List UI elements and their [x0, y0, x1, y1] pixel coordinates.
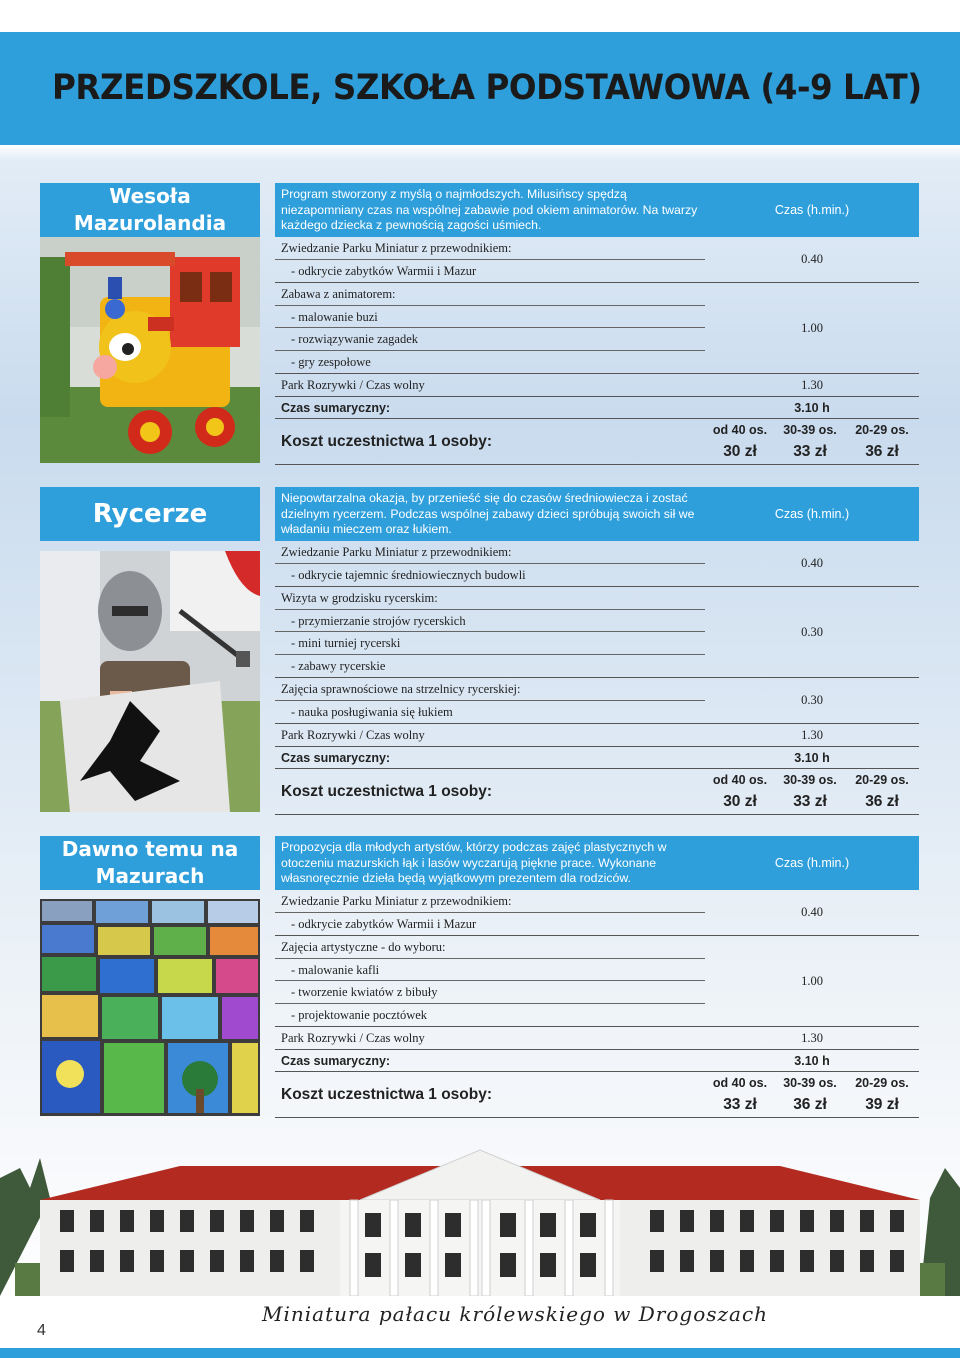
- footer: [0, 1296, 960, 1358]
- activity-group: [275, 587, 919, 678]
- group-heading: Zabawa z animatorem:: [275, 283, 705, 306]
- group-size-label: 30-39 os.: [783, 773, 837, 787]
- photo-painted-tiles: [40, 899, 260, 1116]
- group-heading: Zwiedzanie Parku Miniatur z przewodnikiem:: [275, 541, 705, 564]
- cost-label: Koszt uczestnictwa 1 osoby:: [281, 433, 493, 450]
- park-time: 1.30: [801, 1031, 823, 1045]
- program-table-1: [275, 183, 919, 465]
- park-time: 1.30: [801, 728, 823, 742]
- group-heading: Zajęcia sprawnościowe na strzelnicy rycerskiej:: [275, 678, 705, 701]
- total-time: 3.10 h: [794, 750, 830, 765]
- total-time: 3.10 h: [794, 1053, 830, 1068]
- czas-header: Czas (h.min.): [774, 507, 850, 521]
- photo-train-ride: [40, 237, 260, 463]
- group-item: - przymierzanie strojów rycerskich: [275, 610, 705, 633]
- total-row: [275, 747, 919, 770]
- price: 33 zł: [723, 1096, 757, 1113]
- table-header: [275, 836, 919, 890]
- group-item: - odkrycie zabytków Warmii i Mazur: [291, 916, 477, 931]
- table-header: [275, 487, 919, 541]
- total-row: [275, 1050, 919, 1073]
- group-time: 0.40: [801, 556, 823, 570]
- price: 39 zł: [865, 1096, 899, 1113]
- group-item: - nauka posługiwania się łukiem: [291, 704, 453, 719]
- program-title-dawno-temu: Dawno temu na Mazurach: [40, 836, 260, 890]
- cost-label: Koszt uczestnictwa 1 osoby:: [281, 1086, 493, 1103]
- park-label: Park Rozrywki / Czas wolny: [281, 728, 425, 742]
- total-time: 3.10 h: [794, 400, 830, 415]
- page-title: PRZEDSZKOLE, SZKOŁA PODSTAWOWA (4-9 LAT): [52, 68, 922, 108]
- activity-group: [275, 678, 919, 724]
- czas-header: Czas (h.min.): [774, 203, 850, 217]
- group-heading: Zajęcia artystyczne - do wyboru:: [275, 936, 705, 959]
- group-size-label: od 40 os.: [712, 773, 768, 787]
- group-time: 0.30: [801, 624, 823, 639]
- activity-group: [275, 936, 919, 1027]
- page-number: 4: [37, 1322, 46, 1339]
- program-title-rycerze: Rycerze: [40, 487, 260, 541]
- park-row: [275, 724, 919, 747]
- group-heading: Zwiedzanie Parku Miniatur z przewodnikiem:: [275, 890, 705, 913]
- program-description: Niepowtarzalna okazja, by przenieść się do czasów średniowiecza i zostać dzielnym rycerzem. Podczas wspólnej zabawy dzieci spróbują swoich sił we władaniu mieczem oraz łukiem.: [281, 491, 695, 536]
- group-item: - projektowanie pocztówek: [291, 1007, 428, 1022]
- group-item: - malowanie buzi: [275, 306, 705, 329]
- activity-group: [275, 541, 919, 587]
- program-description: Propozycja dla młodych artystów, którzy podczas zajęć plastycznych w otoczeniu mazurskich łąk i lasów wyczarują piękne prace. Wykonane własnoręcznie dzieła będą wyjątkowym prezentem dla rodziców.: [281, 840, 667, 885]
- group-time: 1.00: [801, 320, 823, 335]
- header-banner: [0, 32, 960, 145]
- program-table-3: [275, 836, 919, 1118]
- price: 30 zł: [723, 443, 757, 460]
- program-title-wesola-mazurolandia: Wesoła Mazurolandia: [40, 183, 260, 237]
- activity-group: [275, 890, 919, 936]
- group-size-label: od 40 os.: [712, 423, 768, 437]
- footer-caption: Miniatura pałacu królewskiego w Drogoszach: [262, 1302, 769, 1326]
- group-size-label: 30-39 os.: [783, 423, 837, 437]
- total-label: Czas sumaryczny:: [281, 400, 391, 415]
- park-label: Park Rozrywki / Czas wolny: [281, 378, 425, 392]
- total-label: Czas sumaryczny:: [281, 1053, 391, 1068]
- park-label: Park Rozrywki / Czas wolny: [281, 1031, 425, 1045]
- group-item: - zabawy rycerskie: [291, 658, 386, 673]
- group-item: - odkrycie zabytków Warmii i Mazur: [291, 263, 477, 278]
- group-item: - mini turniej rycerski: [275, 632, 705, 655]
- group-item: - odkrycie tajemnic średniowiecznych budowli: [291, 567, 526, 582]
- group-time: 0.40: [801, 252, 823, 266]
- table-header: [275, 183, 919, 237]
- group-size-label: 30-39 os.: [783, 1076, 837, 1090]
- park-row: [275, 374, 919, 397]
- activity-group: [275, 237, 919, 283]
- group-time: 1.00: [801, 973, 823, 988]
- group-size-label: od 40 os.: [712, 1076, 768, 1090]
- activity-group: [275, 283, 919, 374]
- cost-row: [275, 419, 919, 465]
- program-description: Program stworzony z myślą o najmłodszych. Milusińscy spędzą niezapomniany czas na wspólnej zabawie pod okiem animatorów. Na twarzy każdego dziecka z pewnością zagości uśmiech.: [281, 187, 698, 232]
- group-heading: Wizyta w grodzisku rycerskim:: [275, 587, 705, 610]
- price: 33 zł: [793, 443, 827, 460]
- park-time: 1.30: [801, 378, 823, 392]
- group-size-label: 20-29 os.: [855, 773, 909, 787]
- cost-row: [275, 769, 919, 815]
- group-item: - malowanie kafli: [275, 959, 705, 982]
- price: 36 zł: [865, 793, 899, 810]
- palace-photo: [0, 1138, 960, 1296]
- group-size-label: 20-29 os.: [855, 1076, 909, 1090]
- group-time: 0.30: [801, 693, 823, 707]
- park-row: [275, 1027, 919, 1050]
- total-row: [275, 397, 919, 420]
- footer-stripe: [0, 1348, 960, 1358]
- price: 36 zł: [793, 1096, 827, 1113]
- group-item: - gry zespołowe: [291, 354, 371, 369]
- program-table-2: [275, 487, 919, 815]
- group-time: 0.40: [801, 905, 823, 919]
- cost-row: [275, 1072, 919, 1118]
- photo-knight-child: [40, 551, 260, 812]
- price: 33 zł: [793, 793, 827, 810]
- group-heading: Zwiedzanie Parku Miniatur z przewodnikiem:: [275, 237, 705, 260]
- price: 30 zł: [723, 793, 757, 810]
- czas-header: Czas (h.min.): [774, 856, 850, 870]
- group-item: - tworzenie kwiatów z bibuły: [275, 981, 705, 1004]
- total-label: Czas sumaryczny:: [281, 750, 391, 765]
- cost-label: Koszt uczestnictwa 1 osoby:: [281, 783, 493, 800]
- group-item: - rozwiązywanie zagadek: [275, 328, 705, 351]
- group-size-label: 20-29 os.: [855, 423, 909, 437]
- price: 36 zł: [865, 443, 899, 460]
